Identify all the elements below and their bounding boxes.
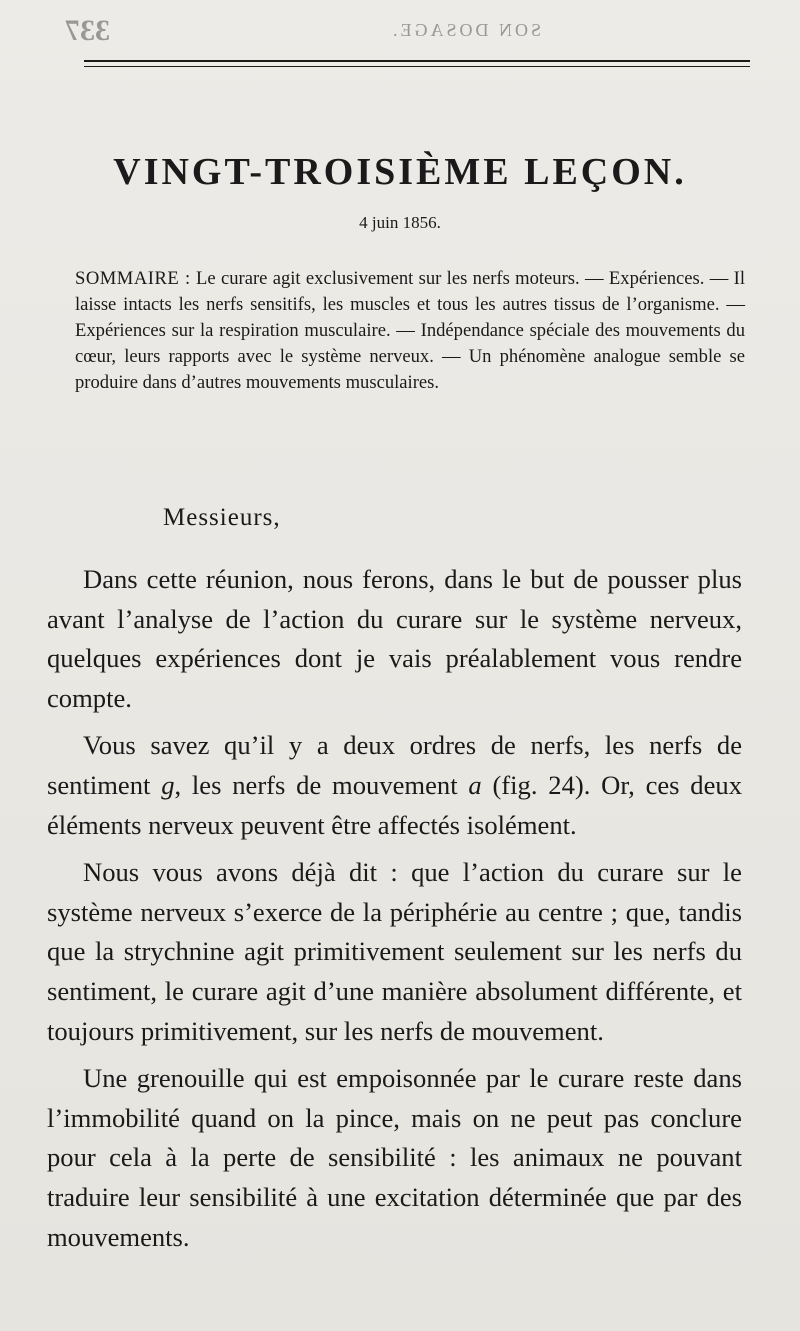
summary	[75, 266, 745, 396]
paragraph-2-part-3: (fig. 24). Or, ces deux éléments nerveux peuvent être affectés isolément.	[47, 769, 742, 840]
lecture-date: 4 juin 1856.	[359, 213, 441, 232]
running-title: SON DOSAGE.	[390, 20, 542, 40]
body-text	[47, 560, 742, 1257]
lecture-heading: VINGT-TROISIÈME LEÇON.	[113, 151, 687, 193]
mouvement-symbol: a	[468, 769, 482, 800]
paragraph-2-part-1: Vous savez qu’il y a deux ordres de nerfs, les nerfs de sentiment	[47, 730, 742, 800]
header-rule	[84, 60, 750, 62]
page-number: 337	[65, 14, 110, 47]
salutation: Messieurs,	[163, 504, 281, 531]
paragraph-1: Dans cette réunion, nous ferons, dans le but de pousser plus avant l’analyse de l’action du curare sur le système nerveux, quelques expériences dont je vais préalablement vous rendre compte.	[47, 564, 742, 713]
header-rule-thin	[84, 66, 750, 67]
paragraph-4: Une grenouille qui est empoisonnée par le curare reste dans l’immobilité quand on la pince, mais on ne peut pas conclure pour cela à la perte de sensibilité : les animaux ne pouvant traduire leur sensibilité à une excitation déterminée que par des mouvements.	[47, 1063, 742, 1252]
summary-text: Le curare agit exclusivement sur les nerfs moteurs. — Expériences. — Il laisse intacts les nerfs sensitifs, les muscles et tous les autres tissus de l’organisme. — Expériences sur la respiration musculaire. — Indépendance spéciale des mouvements du cœur, leurs rapports avec le système nerveux. — Un phénomène analogue semble se produire dans d’autres mouvements musculaires.	[75, 268, 746, 393]
running-head	[0, 14, 800, 54]
paragraph-2	[47, 726, 742, 845]
summary-label: SOMMAIRE :	[75, 268, 191, 289]
sentiment-symbol: g	[161, 769, 175, 800]
paragraph-2-part-2: , les nerfs de mouvement	[174, 769, 469, 800]
paragraph-3: Nous vous avons déjà dit : que l’action du curare sur le système nerveux s’exerce de la périphérie au centre ; que, tandis que la strychnine agit primitivement seulement sur les nerfs du sentiment, le curare agit d’une manière absolument différente, et toujours primitivement, sur les nerfs de mouvement.	[47, 857, 742, 1046]
